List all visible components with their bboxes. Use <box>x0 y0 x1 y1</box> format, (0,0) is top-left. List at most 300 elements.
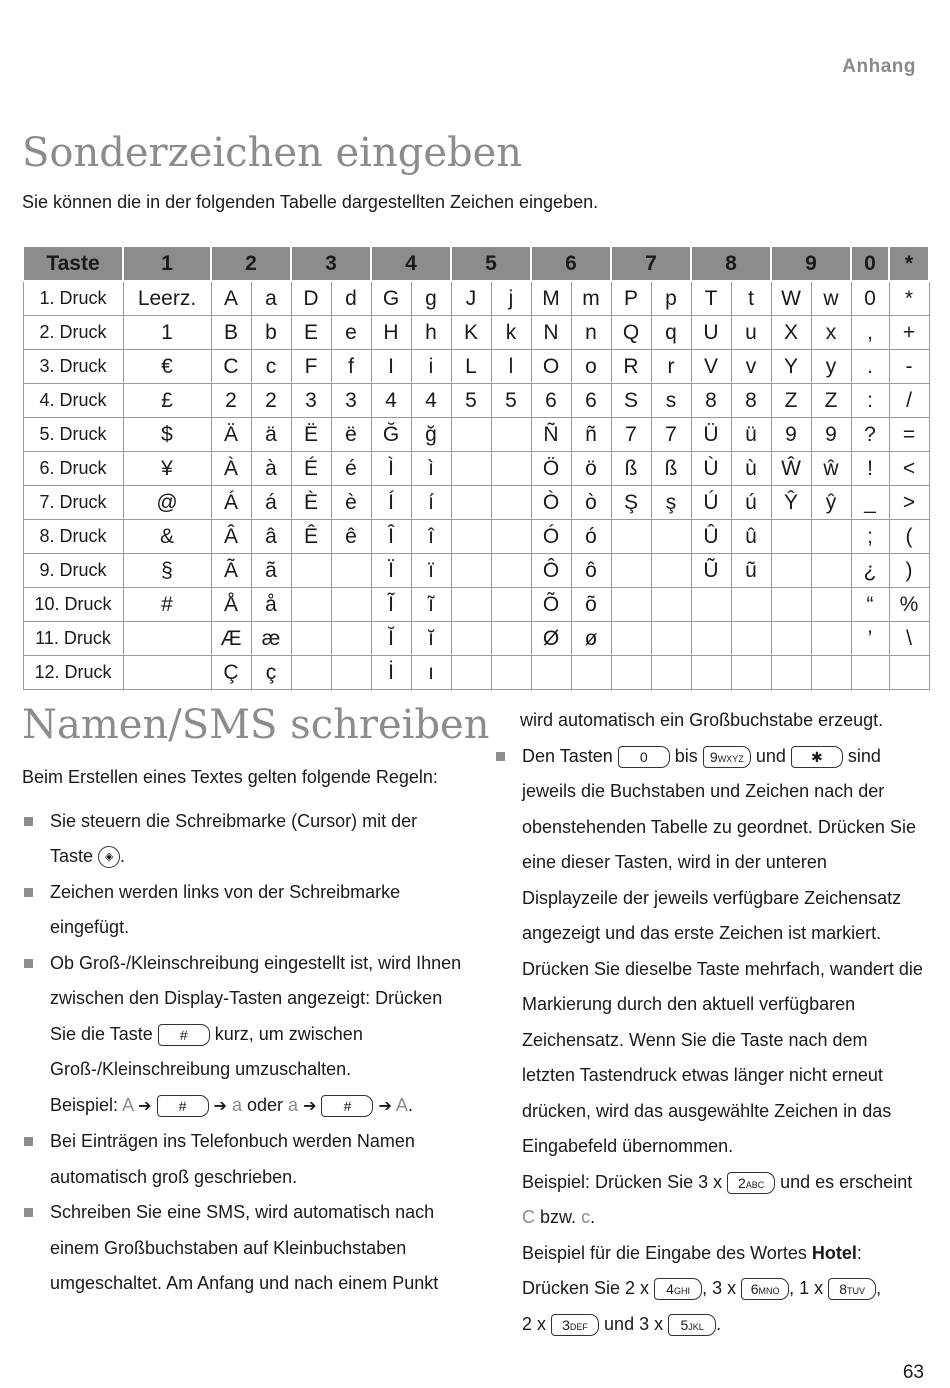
table-header-cell: 8 <box>691 246 771 281</box>
character-cell: K <box>451 316 491 350</box>
character-cell: Æ <box>211 622 251 656</box>
table-row <box>23 622 929 656</box>
character-cell <box>811 520 851 554</box>
special-characters-table <box>22 245 930 690</box>
character-cell <box>811 622 851 656</box>
character-cell <box>123 622 211 656</box>
character-cell <box>651 554 691 588</box>
character-cell: p <box>651 281 691 316</box>
arrow-right-icon: ➔ <box>378 1097 392 1115</box>
three-key-icon: 3DEF <box>551 1314 599 1336</box>
bullet-square-icon <box>496 752 505 761</box>
character-cell <box>691 622 731 656</box>
arrow-right-icon: ➔ <box>213 1097 227 1115</box>
character-cell: ş <box>651 486 691 520</box>
character-cell: n <box>571 316 611 350</box>
character-cell: À <box>211 452 251 486</box>
character-cell: ë <box>331 418 371 452</box>
character-cell <box>491 418 531 452</box>
character-cell <box>291 588 331 622</box>
character-cell <box>651 520 691 554</box>
character-cell: h <box>411 316 451 350</box>
character-cell: ¿ <box>851 554 889 588</box>
navigation-key-icon: ◈ <box>98 846 120 868</box>
character-cell: Ŵ <box>771 452 811 486</box>
character-cell: ? <box>851 418 889 452</box>
character-cell: F <box>291 350 331 384</box>
character-cell: Q <box>611 316 651 350</box>
table-row <box>23 656 929 690</box>
character-cell: + <box>889 316 929 350</box>
character-cell: Ó <box>531 520 571 554</box>
character-cell <box>123 656 211 690</box>
character-cell <box>331 622 371 656</box>
character-cell: M <box>531 281 571 316</box>
character-cell: Ê <box>291 520 331 554</box>
character-cell <box>691 656 731 690</box>
character-cell: R <box>611 350 651 384</box>
character-cell: o <box>571 350 611 384</box>
rules-intro: Beim Erstellen eines Textes gelten folgende Regeln: <box>22 767 438 787</box>
table-header-cell: 4 <box>371 246 451 281</box>
five-key-icon: 5JKL <box>668 1314 716 1336</box>
character-cell: 9 <box>771 418 811 452</box>
character-cell: õ <box>571 588 611 622</box>
rules-list <box>22 804 462 1302</box>
character-cell: î <box>411 520 451 554</box>
rule-item: Sie steuern die Schreibmarke (Cursor) mit der Taste ◈ . <box>22 804 462 875</box>
character-cell: u <box>731 316 771 350</box>
character-cell <box>851 656 889 690</box>
character-cell <box>451 554 491 588</box>
character-cell: 4 <box>411 384 451 418</box>
hash-key-icon: # <box>321 1095 373 1117</box>
character-cell <box>731 588 771 622</box>
bullet-square-icon <box>24 959 33 968</box>
rule-item: Ob Groß-/Kleinschreibung eingestellt ist, wird Ihnen zwischen den Display-Tasten angezeigt: Drücken Sie die Taste # kurz, um zwischen Groß-/Kleinschreibung umzuschalten. Beispiel: A ➔ # ➔ a oder a ➔ # ➔ A. <box>22 946 462 1125</box>
character-cell: æ <box>251 622 291 656</box>
character-cell: ì <box>411 452 451 486</box>
character-cell <box>611 622 651 656</box>
character-cell: Ø <box>531 622 571 656</box>
character-cell: U <box>691 316 731 350</box>
table-header-cell: 6 <box>531 246 611 281</box>
character-cell: É <box>291 452 331 486</box>
character-cell: ü <box>731 418 771 452</box>
character-cell: A <box>211 281 251 316</box>
character-cell: 8 <box>731 384 771 418</box>
press-label-cell: 12. Druck <box>23 656 123 690</box>
character-cell <box>771 622 811 656</box>
character-cell: ß <box>651 452 691 486</box>
character-cell <box>771 588 811 622</box>
character-cell: V <box>691 350 731 384</box>
character-cell: ø <box>571 622 611 656</box>
character-cell <box>651 588 691 622</box>
table-row <box>23 281 929 316</box>
character-cell: x <box>811 316 851 350</box>
character-cell: Ü <box>691 418 731 452</box>
rule-item: Zeichen werden links von der Schreibmarke eingefügt. <box>22 875 462 946</box>
character-cell: 6 <box>571 384 611 418</box>
character-cell: İ <box>371 656 411 690</box>
character-cell: k <box>491 316 531 350</box>
character-cell: € <box>123 350 211 384</box>
character-cell: ä <box>251 418 291 452</box>
character-cell: _ <box>851 486 889 520</box>
character-cell: Leerz. <box>123 281 211 316</box>
character-cell: û <box>731 520 771 554</box>
character-cell: X <box>771 316 811 350</box>
character-cell: Ñ <box>531 418 571 452</box>
bullet-square-icon <box>24 817 33 826</box>
character-cell: ¥ <box>123 452 211 486</box>
character-cell <box>771 554 811 588</box>
character-cell: q <box>651 316 691 350</box>
character-cell: Ũ <box>691 554 731 588</box>
character-cell: ŵ <box>811 452 851 486</box>
rule-item: Schreiben Sie eine SMS, wird automatisch nach einem Großbuchstaben auf Kleinbuchstaben umgeschaltet. Am Anfang und nach einem Punkt <box>22 1195 462 1302</box>
character-cell: / <box>889 384 929 418</box>
character-cell: < <box>889 452 929 486</box>
character-cell: Á <box>211 486 251 520</box>
character-cell: 0 <box>851 281 889 316</box>
character-cell: è <box>331 486 371 520</box>
character-cell: J <box>451 281 491 316</box>
character-cell: b <box>251 316 291 350</box>
character-cell <box>451 588 491 622</box>
character-cell: t <box>731 281 771 316</box>
character-cell: g <box>411 281 451 316</box>
table-header-cell: 9 <box>771 246 851 281</box>
character-cell <box>889 656 929 690</box>
character-cell: “ <box>851 588 889 622</box>
character-cell: L <box>451 350 491 384</box>
character-cell: c <box>251 350 291 384</box>
character-cell <box>491 452 531 486</box>
table-header-cell: 0 <box>851 246 889 281</box>
character-cell: i <box>411 350 451 384</box>
character-cell: £ <box>123 384 211 418</box>
hash-key-icon: # <box>158 1024 210 1046</box>
character-cell: Õ <box>531 588 571 622</box>
character-cell <box>611 520 651 554</box>
character-cell: Ŷ <box>771 486 811 520</box>
table-header-cell: * <box>889 246 929 281</box>
character-cell: 7 <box>651 418 691 452</box>
character-cell <box>291 656 331 690</box>
page-number: 63 <box>902 1362 924 1383</box>
character-cell: j <box>491 281 531 316</box>
rules-list-continued <box>494 739 924 1343</box>
table-header-cell: 7 <box>611 246 691 281</box>
character-cell <box>691 588 731 622</box>
character-cell: Z <box>811 384 851 418</box>
hash-key-icon: # <box>157 1095 209 1117</box>
character-cell <box>771 520 811 554</box>
character-cell: ó <box>571 520 611 554</box>
character-cell: d <box>331 281 371 316</box>
table-row <box>23 486 929 520</box>
character-cell: 2 <box>211 384 251 418</box>
character-cell: ô <box>571 554 611 588</box>
character-cell: & <box>123 520 211 554</box>
character-cell <box>651 656 691 690</box>
two-key-icon: 2ABC <box>727 1172 775 1194</box>
character-cell: P <box>611 281 651 316</box>
character-cell <box>731 656 771 690</box>
character-cell: S <box>611 384 651 418</box>
character-cell <box>611 656 651 690</box>
character-cell <box>331 588 371 622</box>
character-cell: 6 <box>531 384 571 418</box>
character-cell: â <box>251 520 291 554</box>
character-cell: * <box>889 281 929 316</box>
character-cell <box>651 622 691 656</box>
character-cell: Ë <box>291 418 331 452</box>
eight-key-icon: 8TUV <box>828 1278 876 1300</box>
arrow-right-icon: ➔ <box>303 1097 317 1115</box>
character-cell: Í <box>371 486 411 520</box>
table-row <box>23 452 929 486</box>
character-cell: È <box>291 486 331 520</box>
character-cell: ñ <box>571 418 611 452</box>
character-cell <box>451 452 491 486</box>
character-cell: 7 <box>611 418 651 452</box>
character-cell: å <box>251 588 291 622</box>
character-cell: ! <box>851 452 889 486</box>
character-cell: 2 <box>251 384 291 418</box>
character-cell: Ô <box>531 554 571 588</box>
character-cell: Ĩ <box>371 588 411 622</box>
four-key-icon: 4GHI <box>654 1278 702 1300</box>
character-cell: ) <box>889 554 929 588</box>
press-label-cell: 11. Druck <box>23 622 123 656</box>
press-label-cell: 9. Druck <box>23 554 123 588</box>
table-row <box>23 350 929 384</box>
character-cell <box>451 622 491 656</box>
character-cell <box>771 656 811 690</box>
left-column <box>22 760 462 1302</box>
character-cell <box>331 554 371 588</box>
character-cell: O <box>531 350 571 384</box>
character-cell: ß <box>611 452 651 486</box>
bullet-square-icon <box>24 888 33 897</box>
character-cell: \ <box>889 622 929 656</box>
character-cell: ũ <box>731 554 771 588</box>
character-cell: y <box>811 350 851 384</box>
character-cell: ã <box>251 554 291 588</box>
character-cell <box>491 520 531 554</box>
rule-item: Den Tasten 0 bis 9WXYZ und ✱ sind jeweils die Buchstaben und Zeichen nach der obenstehenden Tabelle zu geordnet. Drücken Sie eine dieser Tasten, wird in der unteren Displayzeile der jeweils verfügbare Zeichensatz angezeigt und das erste Zeichen ist markiert. Drücken Sie dieselbe Taste mehrfach, wandert die Markierung durch den aktuell verfügbaren Zeichensatz. Wenn Sie die Taste nach dem letzten Tastendruck etwas länger nicht erneut drücken, wird das ausgewählte Zeichen in das Eingabefeld übernommen. Beispiel: Drücken Sie 3 x 2ABC und es erscheint C bzw. c. Beispiel für die Eingabe des Wortes Hotel: Drücken Sie 2 x 4GHI , 3 x 6MNO , 1 x 8TUV , 2 x 3DEF und 3 x 5JKL . <box>494 739 924 1343</box>
character-cell: : <box>851 384 889 418</box>
character-cell: ù <box>731 452 771 486</box>
press-label-cell: 6. Druck <box>23 452 123 486</box>
character-cell: Ş <box>611 486 651 520</box>
press-label-cell: 1. Druck <box>23 281 123 316</box>
table-row <box>23 588 929 622</box>
table-header-cell: 1 <box>123 246 211 281</box>
table-header-cell: 2 <box>211 246 291 281</box>
character-cell: Ğ <box>371 418 411 452</box>
character-cell: 5 <box>451 384 491 418</box>
character-cell: 3 <box>291 384 331 418</box>
running-header: Anhang <box>842 56 916 77</box>
character-cell <box>811 588 851 622</box>
character-cell: E <box>291 316 331 350</box>
character-cell: ŷ <box>811 486 851 520</box>
character-cell: Å <box>211 588 251 622</box>
character-cell: ò <box>571 486 611 520</box>
character-cell <box>451 486 491 520</box>
character-cell: Z <box>771 384 811 418</box>
character-cell: Y <box>771 350 811 384</box>
character-cell: Ç <box>211 656 251 690</box>
character-cell: N <box>531 316 571 350</box>
character-cell: 5 <box>491 384 531 418</box>
character-cell: 1 <box>123 316 211 350</box>
character-cell <box>291 622 331 656</box>
character-cell: ğ <box>411 418 451 452</box>
character-cell: f <box>331 350 371 384</box>
character-cell: # <box>123 588 211 622</box>
character-cell <box>451 520 491 554</box>
table-row <box>23 316 929 350</box>
character-cell: ê <box>331 520 371 554</box>
character-cell <box>451 418 491 452</box>
press-label-cell: 10. Druck <box>23 588 123 622</box>
character-cell: , <box>851 316 889 350</box>
character-cell <box>611 554 651 588</box>
press-label-cell: 7. Druck <box>23 486 123 520</box>
character-cell: Â <box>211 520 251 554</box>
press-label-cell: 2. Druck <box>23 316 123 350</box>
character-cell: ; <box>851 520 889 554</box>
character-cell: ı <box>411 656 451 690</box>
character-cell: Ú <box>691 486 731 520</box>
section-title-names-sms: Namen/SMS schreiben <box>22 702 490 748</box>
character-cell: Ã <box>211 554 251 588</box>
character-cell: H <box>371 316 411 350</box>
table-row <box>23 418 929 452</box>
character-cell: ĩ <box>411 588 451 622</box>
character-cell <box>731 622 771 656</box>
character-cell: > <box>889 486 929 520</box>
character-cell <box>811 656 851 690</box>
character-cell: á <box>251 486 291 520</box>
character-cell: B <box>211 316 251 350</box>
character-cell: W <box>771 281 811 316</box>
character-cell: ( <box>889 520 929 554</box>
character-cell <box>491 588 531 622</box>
character-cell: Ì <box>371 452 411 486</box>
character-cell <box>291 554 331 588</box>
table-row <box>23 384 929 418</box>
character-cell: w <box>811 281 851 316</box>
character-cell: s <box>651 384 691 418</box>
rule5-continuation: wird automatisch ein Großbuchstabe erzeugt. <box>520 710 884 730</box>
character-cell: v <box>731 350 771 384</box>
press-label-cell: 4. Druck <box>23 384 123 418</box>
zero-key-icon: 0 <box>618 746 670 768</box>
character-cell: ’ <box>851 622 889 656</box>
character-cell <box>491 656 531 690</box>
character-cell <box>491 486 531 520</box>
six-key-icon: 6MNO <box>741 1278 789 1300</box>
character-cell: D <box>291 281 331 316</box>
character-cell: Ï <box>371 554 411 588</box>
character-cell <box>331 656 371 690</box>
character-cell: 8 <box>691 384 731 418</box>
character-cell: Ä <box>211 418 251 452</box>
section-title-special-chars: Sonderzeichen eingeben <box>22 130 523 176</box>
character-cell: r <box>651 350 691 384</box>
press-label-cell: 8. Druck <box>23 520 123 554</box>
character-cell: e <box>331 316 371 350</box>
character-cell: 3 <box>331 384 371 418</box>
character-cell: C <box>211 350 251 384</box>
character-cell: Û <box>691 520 731 554</box>
character-cell: T <box>691 281 731 316</box>
character-cell: 4 <box>371 384 411 418</box>
character-cell <box>811 554 851 588</box>
character-cell: . <box>851 350 889 384</box>
character-cell <box>531 656 571 690</box>
character-cell: Ù <box>691 452 731 486</box>
character-cell: ö <box>571 452 611 486</box>
character-cell: Î <box>371 520 411 554</box>
character-cell: Ò <box>531 486 571 520</box>
press-label-cell: 3. Druck <box>23 350 123 384</box>
table-row <box>23 520 929 554</box>
character-cell: m <box>571 281 611 316</box>
press-label-cell: 5. Druck <box>23 418 123 452</box>
bullet-square-icon <box>24 1208 33 1217</box>
character-cell: @ <box>123 486 211 520</box>
character-cell: 9 <box>811 418 851 452</box>
nine-key-icon: 9WXYZ <box>703 746 751 768</box>
character-cell: ú <box>731 486 771 520</box>
character-cell: I <box>371 350 411 384</box>
character-cell: = <box>889 418 929 452</box>
table-row <box>23 554 929 588</box>
character-cell: é <box>331 452 371 486</box>
character-cell: Ö <box>531 452 571 486</box>
table-header-cell: 3 <box>291 246 371 281</box>
table-header-cell: 5 <box>451 246 531 281</box>
character-cell: í <box>411 486 451 520</box>
character-cell: à <box>251 452 291 486</box>
character-cell: l <box>491 350 531 384</box>
section-intro: Sie können die in der folgenden Tabelle dargestellten Zeichen eingeben. <box>22 192 599 212</box>
table-header-cell: Taste <box>23 246 123 281</box>
right-column <box>494 703 924 1342</box>
character-cell <box>571 656 611 690</box>
star-key-icon: ✱ <box>791 746 843 768</box>
character-cell <box>491 622 531 656</box>
character-cell: % <box>889 588 929 622</box>
character-cell <box>491 554 531 588</box>
character-cell: Ĭ <box>371 622 411 656</box>
table-header-row <box>23 246 929 281</box>
rule-item: Bei Einträgen ins Telefonbuch werden Namen automatisch groß geschrieben. <box>22 1124 462 1195</box>
arrow-right-icon: ➔ <box>138 1097 152 1115</box>
character-cell: § <box>123 554 211 588</box>
character-cell: ï <box>411 554 451 588</box>
character-cell: ç <box>251 656 291 690</box>
character-cell: a <box>251 281 291 316</box>
character-cell: $ <box>123 418 211 452</box>
